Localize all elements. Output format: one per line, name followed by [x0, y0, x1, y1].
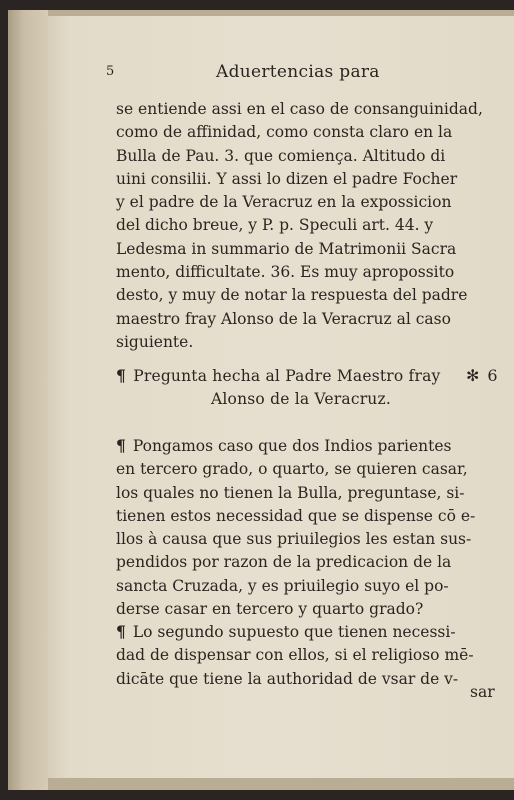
text-line: mento, difficultate. 36. Es muy apropossito: [116, 263, 455, 282]
paragraph-1: [116, 98, 483, 354]
heading-line: Pregunta hecha al Padre Maestro fray: [133, 367, 441, 385]
text-line: en tercero grado, o quarto, se quieren casar,: [116, 460, 468, 479]
paragraph-3: [116, 620, 474, 691]
text-line: llos à causa que sus priuilegios les estan sus-: [116, 530, 472, 549]
marginal-note: [466, 366, 498, 385]
text-line: dicāte que tiene la authoridad de vsar de v-: [116, 669, 459, 688]
folio-number: 5: [106, 64, 115, 79]
text-line: se entiende assi en el caso de consanguinidad,: [116, 100, 483, 118]
text-line: Bulla de Pau. 3. que comiença. Altitudo di: [116, 146, 446, 165]
catchword: sar: [470, 683, 495, 701]
text-line: maestro fray Alonso de la Veracruz al caso: [116, 309, 451, 328]
text-line: Lo segundo supuesto que tienen necessi-: [132, 623, 456, 641]
text-line: y el padre de la Veracruz en la expossicion: [116, 193, 452, 212]
marginal-number: 6: [487, 366, 498, 385]
text-line: desto, y muy de notar la respuesta del padre: [116, 286, 468, 305]
section-heading: [116, 364, 441, 412]
text-line: como de affinidad, como consta claro en la: [116, 123, 453, 142]
text-line: Pongamos caso que dos Indios parientes: [132, 437, 452, 455]
text-line: del dicho breue, y P. p. Speculi art. 44. y: [116, 216, 434, 235]
text-line: los quales no tienen la Bulla, preguntase, si-: [116, 483, 465, 502]
pilcrow-icon: ¶: [116, 366, 127, 385]
text-line: dad de dispensar con ellos, si el religioso mē-: [116, 646, 474, 665]
asterisk-icon: ✻: [466, 366, 480, 385]
pilcrow-icon: ¶: [116, 436, 126, 455]
text-line: sancta Cruzada, y es priuilegio suyo el po-: [116, 576, 449, 595]
paragraph-2: [116, 434, 475, 621]
pilcrow-icon: ¶: [116, 622, 126, 641]
text-line: tienen estos necessidad que se dispense cō e-: [116, 506, 476, 525]
text-line: uini consilii. Y assi lo dizen el padre Focher: [116, 169, 458, 188]
text-line: pendidos por razon de la predicacion de la: [116, 553, 452, 572]
heading-line: Alonso de la Veracruz.: [211, 390, 391, 409]
text-line: derse casar en tercero y quarto grado?: [116, 600, 424, 619]
text-line: Ledesma in summario de Matrimonii Sacra: [116, 239, 457, 258]
running-title: Aduertencias para: [216, 62, 380, 82]
text-line: siguiente.: [116, 332, 194, 351]
page-gutter-edge: [8, 10, 48, 790]
